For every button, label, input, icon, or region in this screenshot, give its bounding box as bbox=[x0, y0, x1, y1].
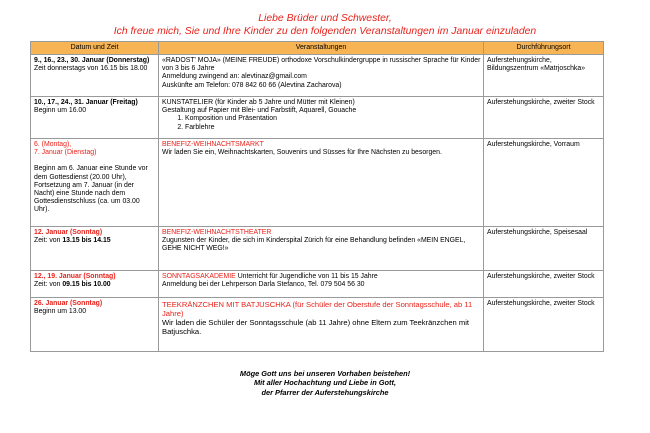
event-cell bbox=[159, 55, 484, 97]
event-time: Beginn am 6. Januar eine Stunde vor dem Gottesdienst (20.00 Uhr), Fortsetzung am 7. Januar (in der Nacht) eine Stunde nach dem Gottesdienstschluss (ca. um 03.00 Uhr). bbox=[34, 165, 148, 214]
place-cell: Auferstehungskirche, Bildungszentrum «Matrjoschka» bbox=[484, 55, 604, 97]
blessing-line: Möge Gott uns bei unseren Vorhaben beistehen! bbox=[239, 369, 411, 378]
event-description: Anmeldung bei der Lehrperson Darla Stefanco, Tel. 079 504 56 30 bbox=[162, 281, 365, 289]
place-cell: Auferstehungskirche, Speisesaal bbox=[484, 227, 604, 271]
table-row bbox=[31, 227, 604, 271]
regards-line: Mit aller Hochachtung und Liebe in Gott, bbox=[253, 378, 397, 388]
closing-blessing bbox=[0, 369, 650, 397]
list-item: 2. Farblehre bbox=[185, 124, 481, 132]
event-date: 9., 16., 23., 30. Januar (Donnerstag) bbox=[34, 57, 150, 64]
event-time bbox=[34, 281, 156, 289]
event-cell bbox=[159, 139, 484, 227]
date-cell bbox=[31, 271, 159, 298]
signature-line: der Pfarrer der Auferstehungskirche bbox=[261, 387, 389, 397]
place-cell: Auferstehungskirche, zweiter Stock bbox=[484, 97, 604, 139]
event-date: 10., 17., 24., 31. Januar (Freitag) bbox=[34, 99, 138, 106]
event-description: «RADOST' MOJA» (MEINE FREUDE) orthodoxe Vorschulkindergruppe in russischer Sprache für Kinder von 3 bis 6 Jahre bbox=[162, 57, 481, 73]
event-subtitle: Unterricht für Jugendliche von 11 bis 15 Jahre bbox=[235, 273, 378, 280]
date-cell bbox=[31, 139, 159, 227]
event-description: Wir laden Sie ein, Weihnachtskarten, Souvenirs und Süsses für Ihre Nächsten zu besorgen. bbox=[162, 149, 442, 157]
table-row bbox=[31, 298, 604, 352]
time-range: 13.15 bis 14.15 bbox=[62, 237, 111, 245]
list-item: 1. Komposition und Präsentation bbox=[185, 115, 481, 123]
event-description: Gestaltung auf Papier mit Blei- und Farbstift, Aquarell, Gouache bbox=[162, 107, 357, 115]
event-date: 12., 19. Januar (Sonntag) bbox=[34, 273, 116, 280]
column-header-date: Datum und Zeit bbox=[31, 42, 159, 55]
event-registration: Anmeldung zwingend an: alevtinaz@gmail.com bbox=[162, 73, 307, 81]
invitation-header bbox=[0, 13, 650, 38]
topic-list bbox=[162, 115, 481, 131]
table-row bbox=[31, 97, 604, 139]
date-cell bbox=[31, 298, 159, 352]
event-title: TEEKRÄNZCHEN MIT BATJUSCHKA (für Schüler der Oberstufe der Sonntagsschule, ab 11 Jahre) bbox=[162, 300, 473, 318]
column-header-place: Durchführungsort bbox=[484, 42, 604, 55]
place-cell: Auferstehungskirche, zweiter Stock bbox=[484, 271, 604, 298]
place-cell: Auferstehungskirche, Vorraum bbox=[484, 139, 604, 227]
event-cell bbox=[159, 298, 484, 352]
event-date: 7. Januar (Dienstag) bbox=[34, 149, 97, 157]
events-table bbox=[30, 41, 604, 352]
invitation-line: Ich freue mich, Sie und Ihre Kinder zu den folgenden Veranstaltungen im Januar einzuladen bbox=[113, 25, 537, 37]
event-time bbox=[34, 237, 156, 245]
place-cell: Auferstehungskirche, zweiter Stock bbox=[484, 298, 604, 352]
event-cell bbox=[159, 271, 484, 298]
event-time: Beginn um 16.00 bbox=[34, 107, 87, 115]
time-prefix: Zeit: von bbox=[34, 237, 63, 245]
column-header-event: Veranstaltungen bbox=[159, 42, 484, 55]
event-title: BENEFIZ-WEIHNACHTSMARKT bbox=[162, 141, 264, 148]
event-title: SONNTAGSAKADEMIE bbox=[162, 273, 236, 280]
table-row bbox=[31, 271, 604, 298]
table-header-row bbox=[31, 42, 604, 55]
event-cell bbox=[159, 97, 484, 139]
event-title-line bbox=[162, 273, 481, 281]
date-cell bbox=[31, 97, 159, 139]
event-date: 6. (Montag), bbox=[34, 141, 72, 148]
greeting-line: Liebe Brüder und Schwester, bbox=[258, 13, 392, 24]
event-description: Wir laden die Schüler der Sonntagsschule (ab 11 Jahre) ohne Eltern zum Teekränzchen mit Batjuschka. bbox=[162, 318, 470, 336]
date-cell bbox=[31, 55, 159, 97]
table-row bbox=[31, 55, 604, 97]
event-cell bbox=[159, 227, 484, 271]
event-date: 12. Januar (Sonntag) bbox=[34, 229, 103, 236]
event-time: Beginn um 13.00 bbox=[34, 308, 87, 316]
event-title: KUNSTATELIER (für Kinder ab 5 Jahre und Mütter mit Kleinen) bbox=[162, 99, 355, 106]
event-date: 26. Januar (Sonntag) bbox=[34, 300, 103, 307]
date-cell bbox=[31, 227, 159, 271]
table-row bbox=[31, 139, 604, 227]
event-title: BENEFIZ-WEIHNACHTSTHEATER bbox=[162, 229, 272, 236]
event-time: Zeit donnerstags von 16.15 bis 18.00 bbox=[34, 65, 148, 73]
event-description: Zugunsten der Kinder, die sich im Kinderspital Zürich für eine Behandlung befinden «MEIN ENGEL, GEHE NICHT WEG!» bbox=[162, 237, 466, 253]
event-contact: Auskünfte am Telefon: 078 842 60 66 (Alevtina Zacharova) bbox=[162, 81, 342, 89]
time-prefix: Zeit: von bbox=[34, 281, 63, 289]
time-range: 09.15 bis 10.00 bbox=[62, 281, 111, 289]
